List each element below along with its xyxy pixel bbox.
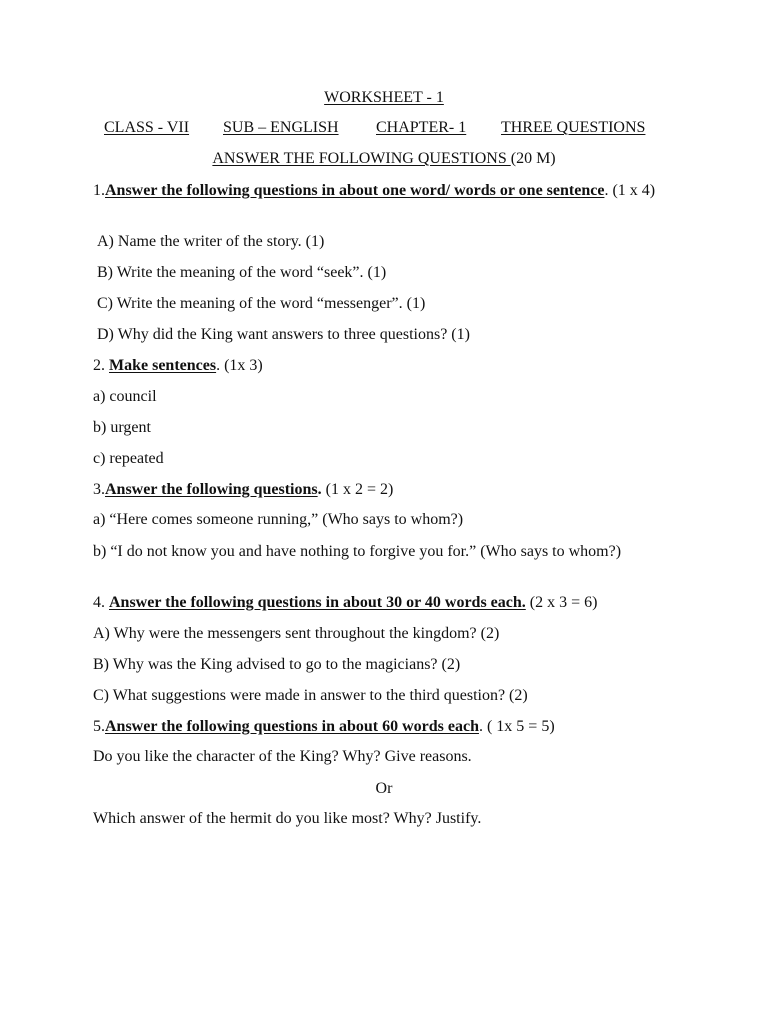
q1-item-a: A) Name the writer of the story. (1): [97, 233, 325, 250]
q1-heading-text: Answer the following questions in about one word/ words or one sentence: [105, 182, 605, 199]
q5-marks: . ( 1x 5 = 5): [478, 718, 555, 735]
q2-item-c: c) repeated: [93, 450, 164, 467]
q2-heading: [93, 357, 683, 375]
q4-number: 4.: [93, 594, 109, 611]
q3-number: 3.: [93, 481, 105, 498]
q4-item-a: A) Why were the messengers sent throughout the kingdom? (2): [93, 625, 500, 642]
q2-marks: . (1x 3): [216, 357, 263, 374]
q3-item-b: b) “I do not know you and have nothing to forgive you for.” (Who says to whom?): [93, 543, 622, 560]
instruction-marks: (20 M): [510, 150, 556, 167]
q5-heading: [93, 718, 683, 736]
q1-item-d: D) Why did the King want answers to three questions? (1): [97, 326, 470, 343]
instruction-text: ANSWER THE FOLLOWING QUESTIONS: [212, 150, 511, 167]
topic-label: THREE QUESTIONS: [501, 119, 646, 136]
q4-marks: (2 x 3 = 6): [525, 594, 598, 611]
class-label: CLASS - VII: [104, 119, 190, 136]
q4-heading: [93, 594, 683, 612]
chapter-label: CHAPTER- 1: [376, 119, 467, 136]
q5-option-2: Which answer of the hermit do you like most? Why? Justify.: [93, 810, 482, 827]
q3-item-a: a) “Here comes someone running,” (Who says to whom?): [93, 511, 464, 528]
q4-item-b: B) Why was the King advised to go to the magicians? (2): [93, 656, 461, 673]
q2-item-a: a) council: [93, 388, 157, 405]
q2-item-b: b) urgent: [93, 419, 151, 436]
instruction-line: [0, 150, 768, 168]
q3-heading-text: Answer the following questions: [105, 481, 318, 498]
q3-heading-end: .: [317, 481, 322, 498]
q3-heading: [93, 481, 683, 499]
q5-option-1: Do you like the character of the King? Why? Give reasons.: [93, 748, 472, 765]
q4-heading-text: Answer the following questions in about 30 or 40 words each.: [109, 594, 526, 611]
q1-item-b: B) Write the meaning of the word “seek”. (1): [97, 264, 387, 281]
subject-label: SUB – ENGLISH: [223, 119, 339, 136]
q5-or: Or: [375, 780, 393, 797]
q2-number: 2.: [93, 357, 109, 374]
q1-item-c: C) Write the meaning of the word “messenger”. (1): [97, 295, 426, 312]
worksheet-title: WORKSHEET - 1: [324, 89, 444, 106]
q5-heading-text: Answer the following questions in about 60 words each: [105, 718, 479, 735]
q4-item-c: C) What suggestions were made in answer to the third question? (2): [93, 687, 528, 704]
q1-marks: . (1 x 4): [604, 182, 656, 199]
q1-heading: [93, 180, 683, 202]
q1-number: 1.: [93, 182, 105, 199]
q2-heading-text: Make sentences: [109, 357, 217, 374]
q3-marks: (1 x 2 = 2): [321, 481, 394, 498]
q5-number: 5.: [93, 718, 105, 735]
